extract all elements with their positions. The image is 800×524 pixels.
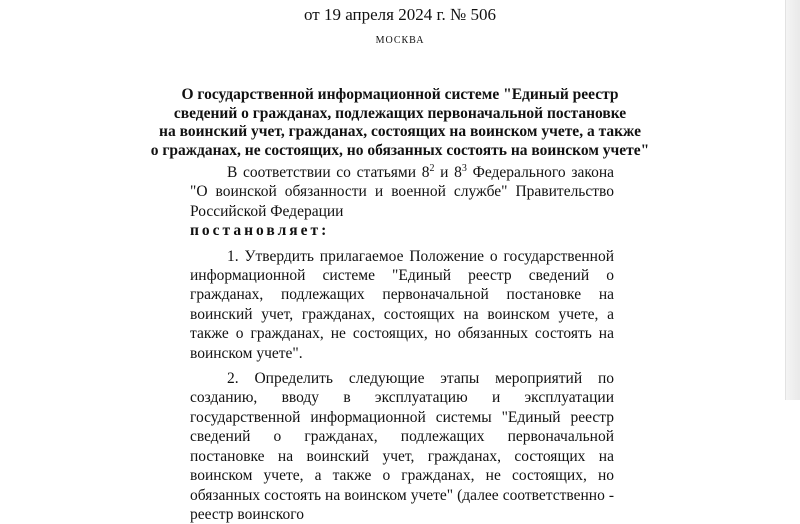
title-line: сведений о гражданах, подлежащих первоначальной постановке (173, 104, 627, 122)
article-superscript: 3 (461, 163, 467, 174)
preamble-text-end: Федерального закона "О воинской обязанности и военной службе" Правительство Российской Федерации (190, 164, 615, 220)
preamble-paragraph (190, 163, 614, 241)
decree-date-number: от 19 апреля 2024 г. № 506 (304, 5, 496, 24)
title-line: на воинский учет, гражданах, состоящих на воинском учете, а также (159, 123, 641, 140)
resolve-word: постановляет: (190, 222, 330, 240)
article-superscript: 2 (429, 163, 435, 174)
preamble-text-mid: и 8 (434, 164, 462, 181)
title-line: О государственной информационной системе "Единый реестр (181, 86, 619, 103)
decree-city: МОСКВА (375, 35, 425, 46)
title-line: о гражданах, не состоящих, но обязанных состоять на воинском учете" (150, 141, 650, 159)
page-edge (785, 0, 800, 400)
preamble-text-start: В соответствии со статьями 8 (227, 164, 430, 181)
decree-body (190, 163, 614, 524)
clause-paragraph: 2. Определить следующие этапы мероприятий по созданию, вводу в эксплуатацию и эксплуатации государственной информационной системы "Единый реестр сведений о гражданах, подлежащих первоначальной постановке на воинский учет, гражданах, состоящих на воинском учете, а также о гражданах, не состоящих, но обязанных состоять на воинском учете" (далее соответственно - реестр воинского (190, 370, 614, 523)
decree-title (150, 86, 650, 160)
clause-paragraph: 1. Утвердить прилагаемое Положение о государственной информационной системе "Единый реестр сведений о гражданах, подлежащих первоначальной постановке на воинский учет, гражданах, состоящих на воинском учете, а также о гражданах, не состоящих, но обязанных состоять на воинском учете". (190, 247, 614, 362)
